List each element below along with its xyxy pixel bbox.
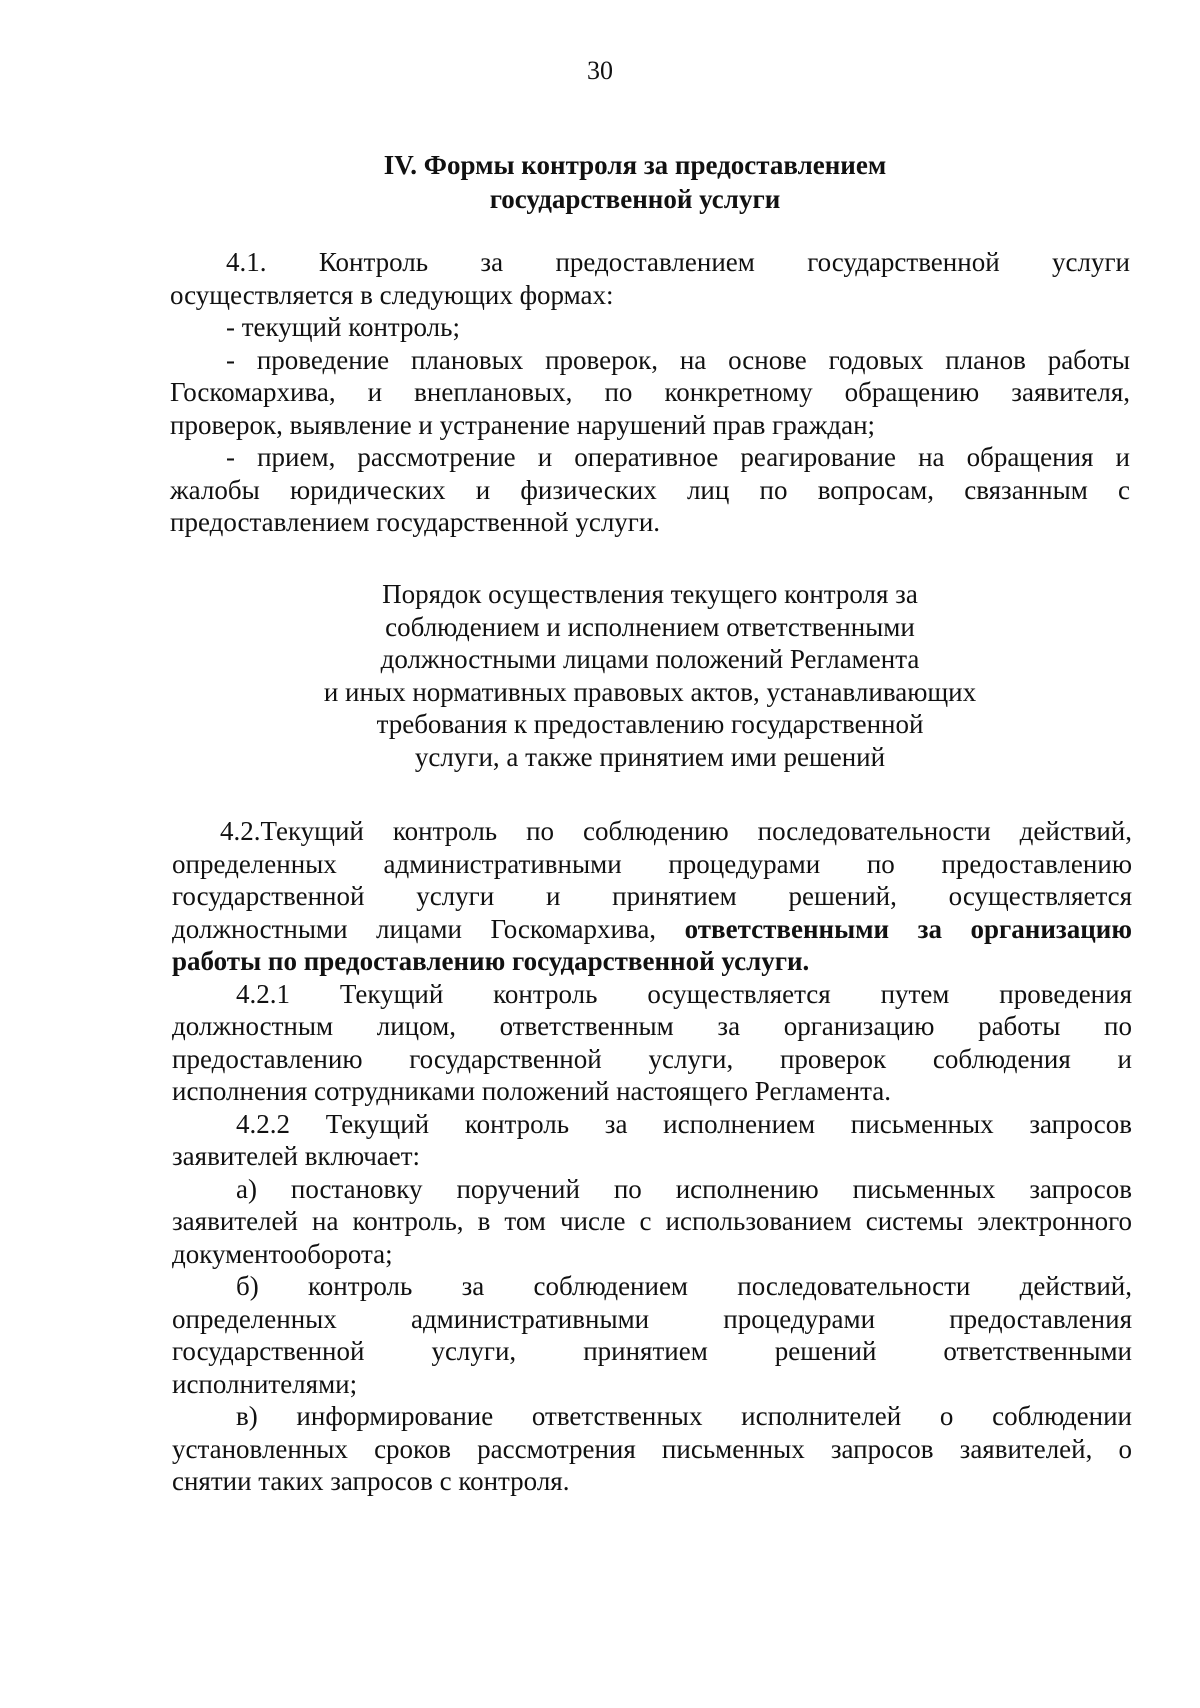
section-title-line-1: IV. Формы контроля за предоставлением <box>383 150 887 180</box>
paragraph-4-1 <box>170 246 1130 539</box>
text-line: снятии таких запросов с контроля. <box>172 1466 570 1496</box>
list-item-v: в) информирование ответственных исполнителей о соблюдении <box>236 1401 1132 1431</box>
text-line: установленных сроков рассмотрения письменных запросов заявителей, о <box>172 1433 1132 1464</box>
text-line <box>172 913 1132 946</box>
text-line: определенных административными процедурами предоставления <box>172 1303 1132 1334</box>
list-item-a: а) постановку поручений по исполнению письменных запросов <box>236 1173 1132 1204</box>
text-line: - проведение плановых проверок, на основе годовых планов работы <box>226 344 1130 375</box>
text-line: - прием, рассмотрение и оперативное реагирование на обращения и <box>226 442 1130 472</box>
text-line: заявителей на контроль, в том числе с использованием системы электронного <box>172 1206 1132 1236</box>
text-line: Госкомархива, и внеплановых, по конкретному обращению заявителя, <box>170 377 1130 407</box>
text-line: государственной услуги, принятием решений ответственными <box>172 1336 1132 1366</box>
text-line: жалобы юридических и физических лиц по вопросам, связанным с <box>170 474 1130 505</box>
subheading-current-control <box>170 578 1130 773</box>
text-line: документооборота; <box>172 1238 393 1269</box>
section-title <box>170 148 1100 216</box>
text-bold: работы по предоставлению государственной услуги. <box>172 946 810 976</box>
text-line: проверок, выявление и устранение нарушений прав граждан; <box>170 409 876 440</box>
text-line: должностным лицом, ответственным за организацию работы по <box>172 1011 1132 1041</box>
text-line: 4.1. Контроль за предоставлением государственной услуги <box>226 247 1130 277</box>
section-4-2 <box>172 815 1132 1498</box>
subheading-line: Порядок осуществления текущего контроля за <box>382 579 918 609</box>
list-item-b: б) контроль за соблюдением последовательности действий, <box>236 1271 1132 1301</box>
text-bold: ответственными за организацию <box>684 913 1132 944</box>
text-line: 4.2.2 Текущий контроль за исполнением письменных запросов <box>236 1108 1132 1139</box>
text-line: 4.2.1 Текущий контроль осуществляется путем проведения <box>236 978 1132 1009</box>
subheading-line: соблюдением и исполнением ответственными <box>385 611 915 642</box>
text-line: исполнения сотрудниками положений настоящего Регламента. <box>172 1076 891 1106</box>
text-line: предоставлением государственной услуги. <box>170 507 661 537</box>
page-number: 30 <box>587 56 613 85</box>
subheading-line: требования к предоставлению государственной <box>376 709 924 739</box>
text-line: 4.2.Текущий контроль по соблюдению последовательности действий, <box>220 816 1132 846</box>
text-line: осуществляется в следующих формах: <box>170 279 614 310</box>
text-line: государственной услуги и принятием решений, осуществляется <box>172 881 1132 911</box>
text-line <box>172 945 1132 978</box>
subheading-line: услуги, а также принятием ими решений <box>414 741 886 772</box>
text-line: заявителей включает: <box>172 1141 421 1171</box>
text-line: определенных административными процедурами по предоставлению <box>172 848 1132 879</box>
text-normal: должностными лицами Госкомархива, <box>172 913 685 944</box>
subheading-line: должностными лицами положений Регламента <box>380 644 920 674</box>
text-line: - текущий контроль; <box>226 312 460 342</box>
subheading-line: и иных нормативных правовых актов, устанавливающих <box>323 676 977 707</box>
text-line: предоставлению государственной услуги, проверок соблюдения и <box>172 1043 1132 1074</box>
section-title-line-2: государственной услуги <box>489 184 781 214</box>
text-line: исполнителями; <box>172 1368 358 1399</box>
